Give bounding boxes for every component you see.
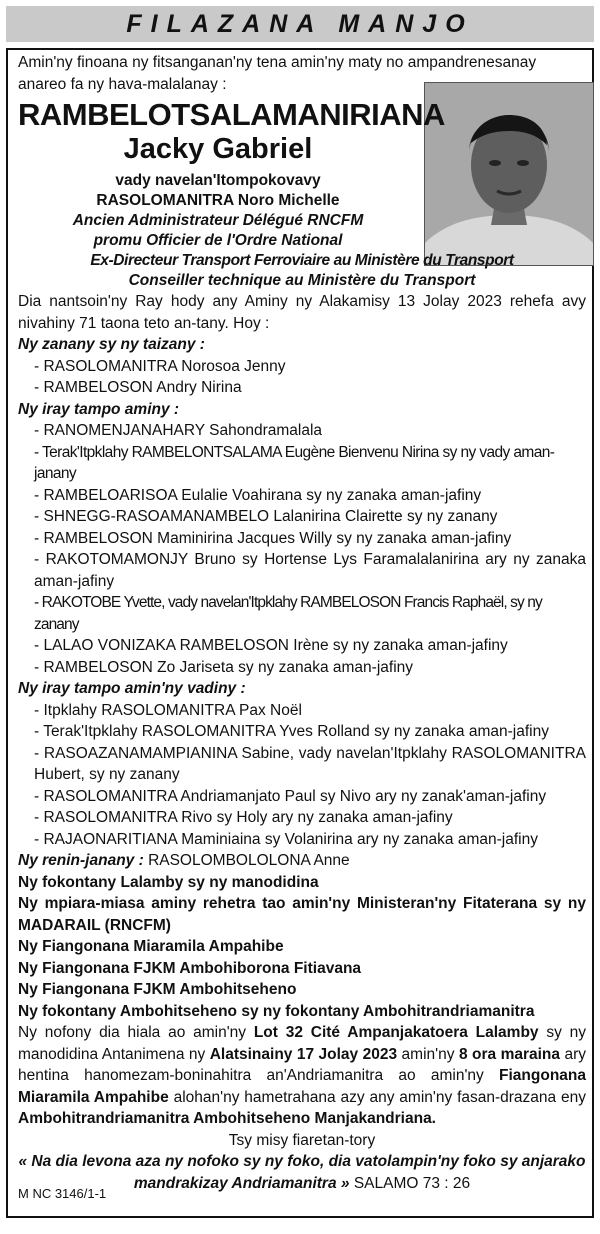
list-item: - RAMBELOSON Maminirina Jacques Willy sy ny zanaka aman-jafiny bbox=[34, 529, 512, 547]
funeral-text: Ny nofony dia hiala ao amin'ny bbox=[18, 1024, 254, 1041]
funeral-place: Lot 32 Cité Ampanjakatoera Lalamby bbox=[253, 1024, 539, 1041]
list-item: - RAMBELOSON Zo Jariseta sy ny zanaka aman-jafiny bbox=[34, 658, 414, 676]
spouse-line: vady navelan'Itompokovavy bbox=[115, 172, 321, 189]
siblings-heading: Ny iray tampo aminy : bbox=[18, 400, 180, 418]
list-item: - Terak'Itpklahy RASOLOMANITRA Yves Rolland sy ny zanaka aman-jafiny bbox=[34, 723, 549, 740]
community-line: Ny fokontany Lalamby sy ny manodidina bbox=[18, 873, 319, 891]
funeral-text: amin'ny bbox=[397, 1045, 459, 1063]
title-line: Ex-Directeur Transport Ferroviaire au Ministère du Transport bbox=[90, 252, 514, 269]
title-line: promu Officier de l'Ordre National bbox=[93, 232, 343, 249]
list-item: - RAMBELOARISOA Eulalie Voahirana sy ny zanaka aman-jafiny bbox=[34, 486, 482, 504]
list-item: - Itpklahy RASOLOMANITRA Pax Noël bbox=[34, 701, 302, 719]
funeral-text: ary hentina hanomezam-boninahitra an'Andriamanitra ao amin'ny bbox=[18, 1045, 587, 1084]
title-line: Ancien Administrateur Délégué RNCFM bbox=[72, 212, 364, 229]
spouse-name: RASOLOMANITRA Noro Michelle bbox=[96, 192, 340, 209]
list-item: - LALAO VONIZAKA RAMBELOSON Irène sy ny zanaka aman-jafiny bbox=[34, 637, 508, 654]
list-item: - RAKOTOMAMONJY Bruno sy Hortense Lys Faramalalanirina ary ny zanaka aman-jafiny bbox=[34, 551, 586, 590]
deceased-given-names: Jacky Gabriel bbox=[123, 133, 313, 165]
notice-title: FILAZANA MANJO bbox=[126, 10, 474, 38]
list-item: - RAKOTOBE Yvette, vady navelan'Itpklahy RAMBELOSON Francis Raphaël, sy ny zanany bbox=[34, 594, 542, 633]
list-item: - RASOLOMANITRA Norosoa Jenny bbox=[34, 357, 286, 375]
quote-reference: SALAMO 73 : 26 bbox=[349, 1174, 471, 1192]
quote-text: « Na dia levona aza ny nofoko sy ny foko, dia vatolampin'ny foko sy anjarako mandrakizay Andriamanitra » bbox=[18, 1153, 586, 1192]
funeral-details bbox=[18, 1022, 586, 1130]
list-item: - RAMBELOSON Andry Nirina bbox=[34, 379, 242, 396]
notice-body bbox=[18, 52, 586, 1194]
closing-line: Tsy misy fiaretan-tory bbox=[228, 1131, 376, 1149]
funeral-date: Alatsinainy 17 Jolay 2023 bbox=[209, 1045, 398, 1063]
reference-code: M NC 3146/1-1 bbox=[18, 1186, 107, 1201]
list-item: - Terak'Itpklahy RAMBELONTSALAMA Eugène Bienvenu Nirina sy ny vady aman-janany bbox=[34, 443, 555, 482]
funeral-time: 8 ora maraina bbox=[458, 1045, 561, 1063]
list-item: - RANOMENJANAHARY Sahondramalala bbox=[34, 422, 323, 439]
list-item: - RASOLOMANITRA Rivo sy Holy ary ny zanaka aman-jafiny bbox=[34, 809, 453, 826]
children-heading: Ny zanany sy ny taizany : bbox=[18, 336, 205, 353]
funeral-tomb: Ambohitrandriamanitra Ambohitseheno Manjakandriana. bbox=[18, 1110, 436, 1127]
godmother-label: Ny renin-janany : bbox=[18, 852, 144, 869]
community-line: Ny Fiangonana FJKM Ambohiborona Fitiavana bbox=[18, 959, 362, 977]
community-line: Ny Fiangonana FJKM Ambohitseheno bbox=[18, 981, 297, 998]
godmother-name: RASOLOMBOLOLONA Anne bbox=[148, 852, 350, 869]
community-line: Ny fokontany Ambohitseheno sy ny fokontany Ambohitrandriamanitra bbox=[18, 1002, 535, 1020]
funeral-text: sy ny manodidina Antanimena ny bbox=[18, 1024, 587, 1063]
funeral-text: alohan'ny hametrahana azy any amin'ny fasan-drazana eny bbox=[168, 1088, 587, 1106]
godmother-line bbox=[18, 850, 586, 872]
title-line: Conseiller technique au Ministère du Transport bbox=[128, 272, 476, 289]
in-laws-heading: Ny iray tampo amin'ny vadiny : bbox=[18, 680, 246, 697]
intro-text: Amin'ny finoana ny fitsanganan'ny tena amin'ny maty no ampandrenesanay anareo fa ny hava-malalanay : bbox=[18, 54, 537, 93]
funeral-church: Fiangonana Miaramila Ampahibe bbox=[18, 1067, 586, 1106]
list-item: - RASOAZANAMAMPIANINA Sabine, vady navelan'Itpklahy RASOLOMANITRA Hubert, sy ny zanany bbox=[34, 744, 586, 783]
list-item: - SHNEGG-RASOAMANAMBELO Lalanirina Clairette sy ny zanany bbox=[34, 508, 498, 525]
community-line: Ny mpiara-miasa aminy rehetra tao amin'ny Ministeran'ny Fitaterana sy ny MADARAIL (RNCFM) bbox=[18, 895, 586, 934]
list-item: - RASOLOMANITRA Andriamanjato Paul sy Nivo ary ny zanak'aman-jafiny bbox=[34, 787, 547, 805]
list-item: - RAJAONARITIANA Maminiaina sy Volanirina ary ny zanaka aman-jafiny bbox=[34, 830, 538, 848]
notice-header-banner bbox=[6, 6, 594, 42]
death-notice: Dia nantsoin'ny Ray hody any Aminy ny Alakamisy 13 Jolay 2023 rehefa avy nivahiny 71 taona teto an-tany. Hoy : bbox=[18, 293, 586, 332]
community-line: Ny Fiangonana Miaramila Ampahibe bbox=[18, 938, 284, 955]
deceased-surname: RAMBELOTSALAMANIRIANA bbox=[18, 97, 445, 132]
